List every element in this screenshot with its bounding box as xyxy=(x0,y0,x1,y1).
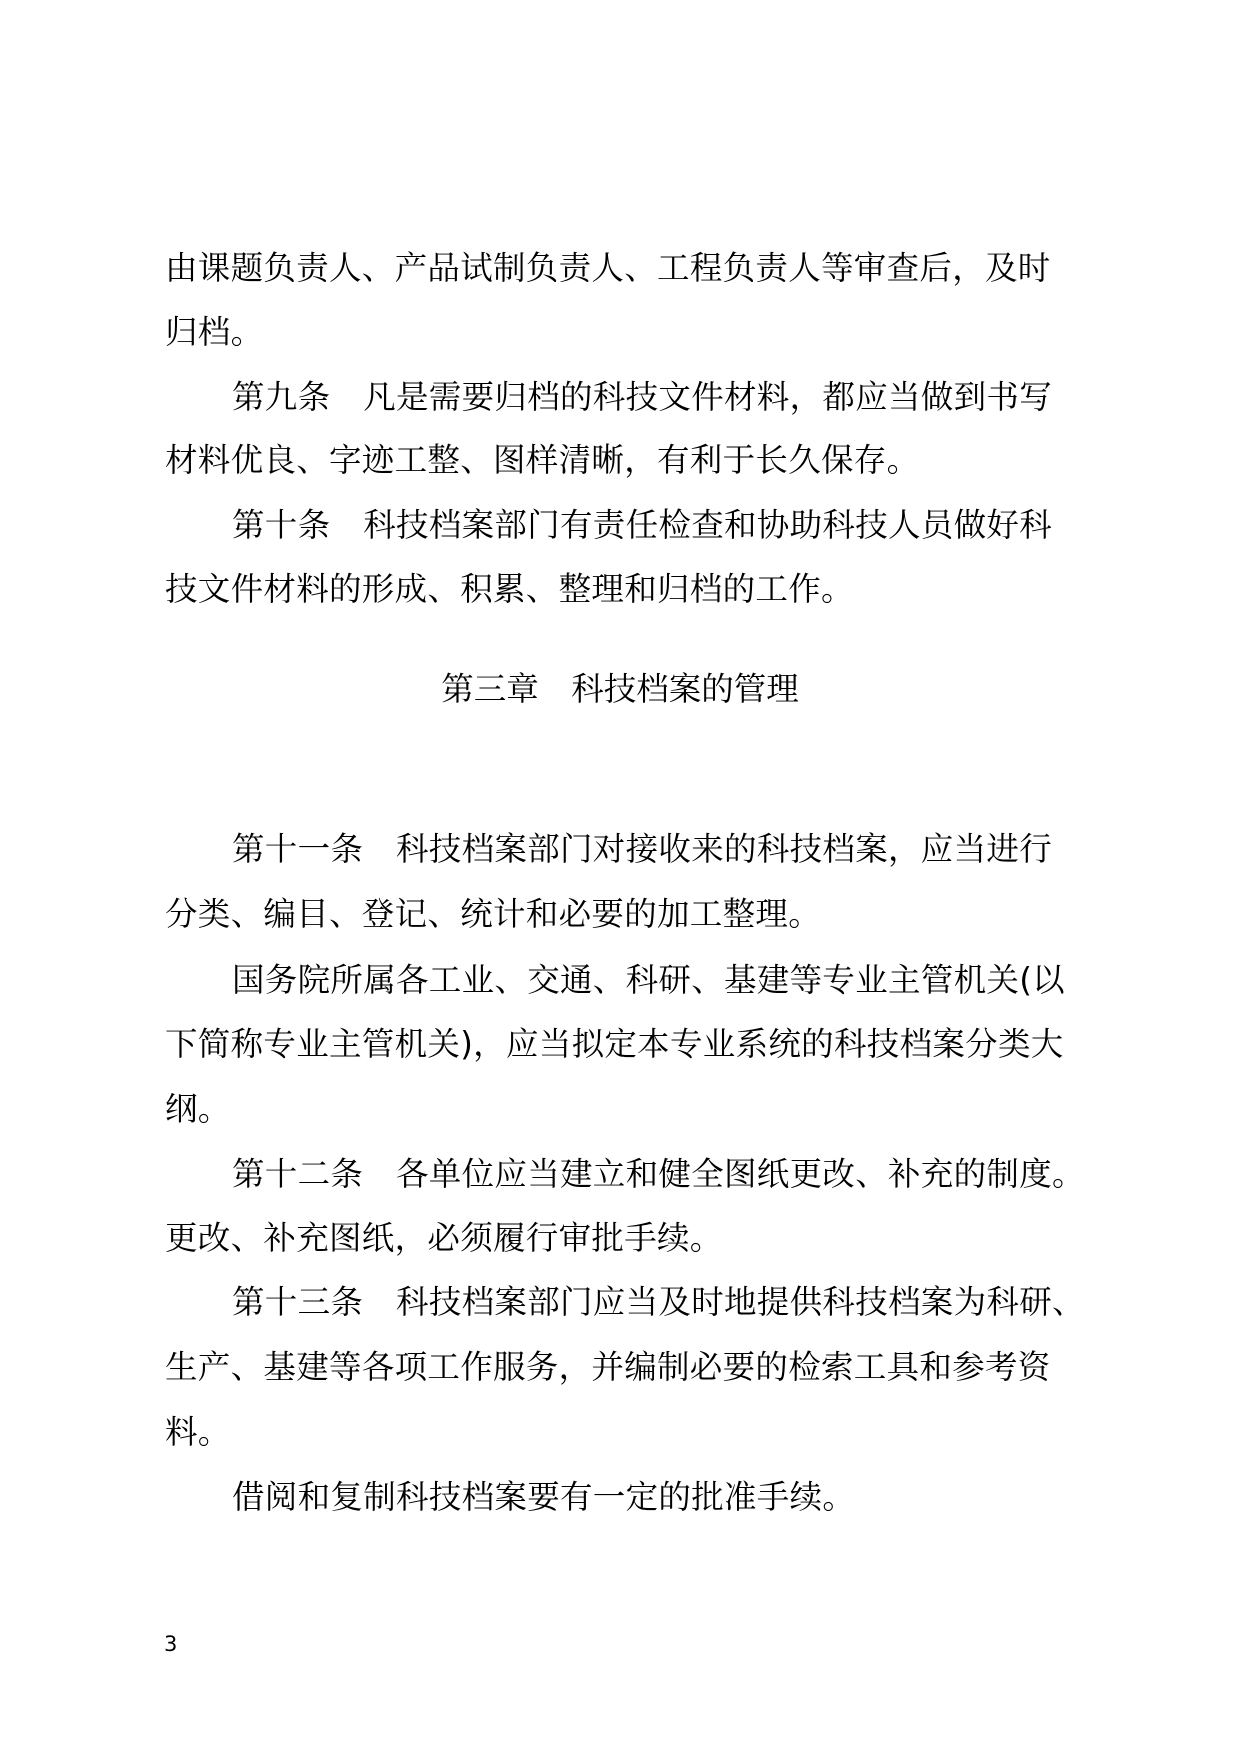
body-line: 归档。 xyxy=(165,313,264,351)
article-9: 第九条 凡是需要归档的科技文件材料，都应当做到书写 xyxy=(232,378,1053,416)
body-paragraph: 借阅和复制科技档案要有一定的批准手续。 xyxy=(232,1478,856,1516)
body-line: 下简称专业主管机关)，应当拟定本专业系统的科技档案分类大 xyxy=(165,1025,1064,1063)
body-paragraph: 国务院所属各工业、交通、科研、基建等专业主管机关(以 xyxy=(232,961,1065,999)
body-line: 料。 xyxy=(165,1413,231,1451)
body-line: 更改、补充图纸，必须履行审批手续。 xyxy=(165,1219,723,1257)
page-number: 3 xyxy=(164,1632,178,1656)
body-line: 生产、基建等各项工作服务，并编制必要的检索工具和参考资 xyxy=(165,1348,1051,1386)
article-13: 第十三条 科技档案部门应当及时地提供科技档案为科研、 xyxy=(232,1283,1085,1321)
body-line: 材料优良、字迹工整、图样清晰，有利于长久保存。 xyxy=(165,441,920,479)
article-11: 第十一条 科技档案部门对接收来的科技档案，应当进行 xyxy=(232,830,1053,868)
article-10: 第十条 科技档案部门有责任检查和协助科技人员做好科 xyxy=(232,506,1053,544)
article-12: 第十二条 各单位应当建立和健全图纸更改、补充的制度。 xyxy=(232,1155,1085,1193)
body-line: 由课题负责人、产品试制负责人、工程负责人等审查后，及时 xyxy=(165,249,1051,287)
body-line: 技文件材料的形成、积累、整理和归档的工作。 xyxy=(165,570,854,608)
chapter-heading: 第三章 科技档案的管理 xyxy=(441,670,799,708)
body-line: 纲。 xyxy=(165,1090,231,1128)
body-line: 分类、编目、登记、统计和必要的加工整理。 xyxy=(165,895,822,933)
